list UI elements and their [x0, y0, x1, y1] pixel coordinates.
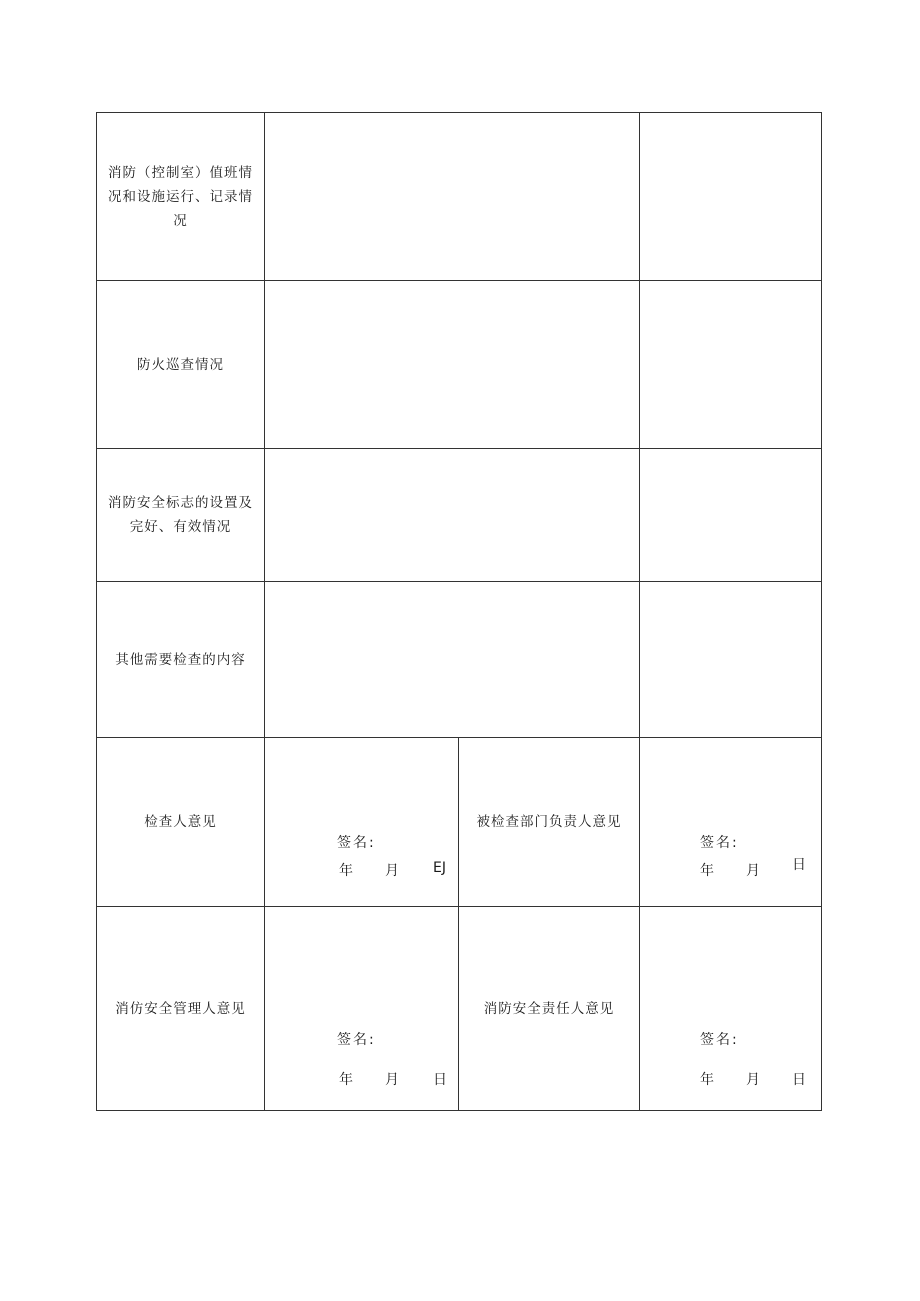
label-safety-manager-opinion [97, 907, 265, 1111]
signature-block [265, 738, 458, 906]
day-label: 日 [433, 1072, 447, 1088]
day-label: 日 [792, 857, 806, 873]
content-cell-safety-signs[interactable] [265, 449, 640, 582]
label-text: 被检查部门负责人意见 [476, 814, 622, 830]
label-dept-head-opinion [459, 738, 640, 907]
label-line: 防火巡查情况 [137, 356, 224, 373]
label-line: 其他需要检查的内容 [115, 651, 246, 668]
year-label: 年 [700, 863, 714, 879]
content-cell-fire-patrol[interactable] [265, 281, 640, 449]
content-cell-control-room-duty[interactable] [265, 113, 640, 281]
year-label: 年 [700, 1072, 714, 1088]
form-row-control-room-duty [97, 113, 822, 281]
signature-cell-safety-responsible[interactable] [640, 907, 822, 1111]
signature-cell-dept-head[interactable] [640, 738, 822, 907]
label-line: 完好、有效情况 [129, 519, 232, 535]
fire-inspection-form-table [96, 112, 822, 1111]
signature-block [640, 907, 821, 1110]
form-row-safety-signs [97, 449, 822, 582]
label-line: 消防安全标志的设置及 [108, 495, 253, 511]
signature-block [640, 738, 821, 906]
form-row-other-items [97, 582, 822, 738]
remark-cell-safety-signs[interactable] [640, 449, 822, 582]
content-cell-other-items[interactable] [265, 582, 640, 738]
month-label: 月 [746, 1072, 760, 1088]
sign-label: 签名: [700, 1032, 739, 1048]
year-label: 年 [339, 863, 353, 879]
year-label: 年 [339, 1072, 353, 1088]
label-text: 消仿安全管理人意见 [115, 1000, 246, 1017]
label-safety-responsible-opinion [459, 907, 640, 1111]
label-inspector-opinion [97, 738, 265, 907]
day-label: 日 [792, 1072, 806, 1088]
month-label: 月 [385, 1072, 399, 1088]
row-label-control-room-duty [97, 113, 265, 281]
row-label-safety-signs [97, 449, 265, 582]
label-line: 消防（控制室）值班情 [108, 164, 253, 181]
day-label: EJ [433, 860, 446, 876]
label-text: 消防安全责任人意见 [483, 1000, 615, 1017]
remark-cell-other-items[interactable] [640, 582, 822, 738]
sign-label: 签名: [337, 1032, 376, 1048]
sign-label: 签名: [700, 835, 739, 851]
signature-cell-safety-manager[interactable] [265, 907, 459, 1111]
sign-label: 签名: [337, 835, 376, 851]
row-label-fire-patrol [97, 281, 265, 449]
form-row-fire-patrol [97, 281, 822, 449]
label-line: 况 [173, 212, 188, 229]
label-text: 检查人意见 [144, 814, 217, 830]
remark-cell-fire-patrol[interactable] [640, 281, 822, 449]
month-label: 月 [385, 863, 399, 879]
form-row-inspector-opinions [97, 738, 822, 907]
signature-block [265, 907, 458, 1110]
row-label-other-items [97, 582, 265, 738]
form-row-manager-opinions [97, 907, 822, 1111]
label-line: 况和设施运行、记录情 [108, 188, 253, 205]
signature-cell-inspector[interactable] [265, 738, 459, 907]
remark-cell-control-room-duty[interactable] [640, 113, 822, 281]
month-label: 月 [746, 863, 760, 879]
